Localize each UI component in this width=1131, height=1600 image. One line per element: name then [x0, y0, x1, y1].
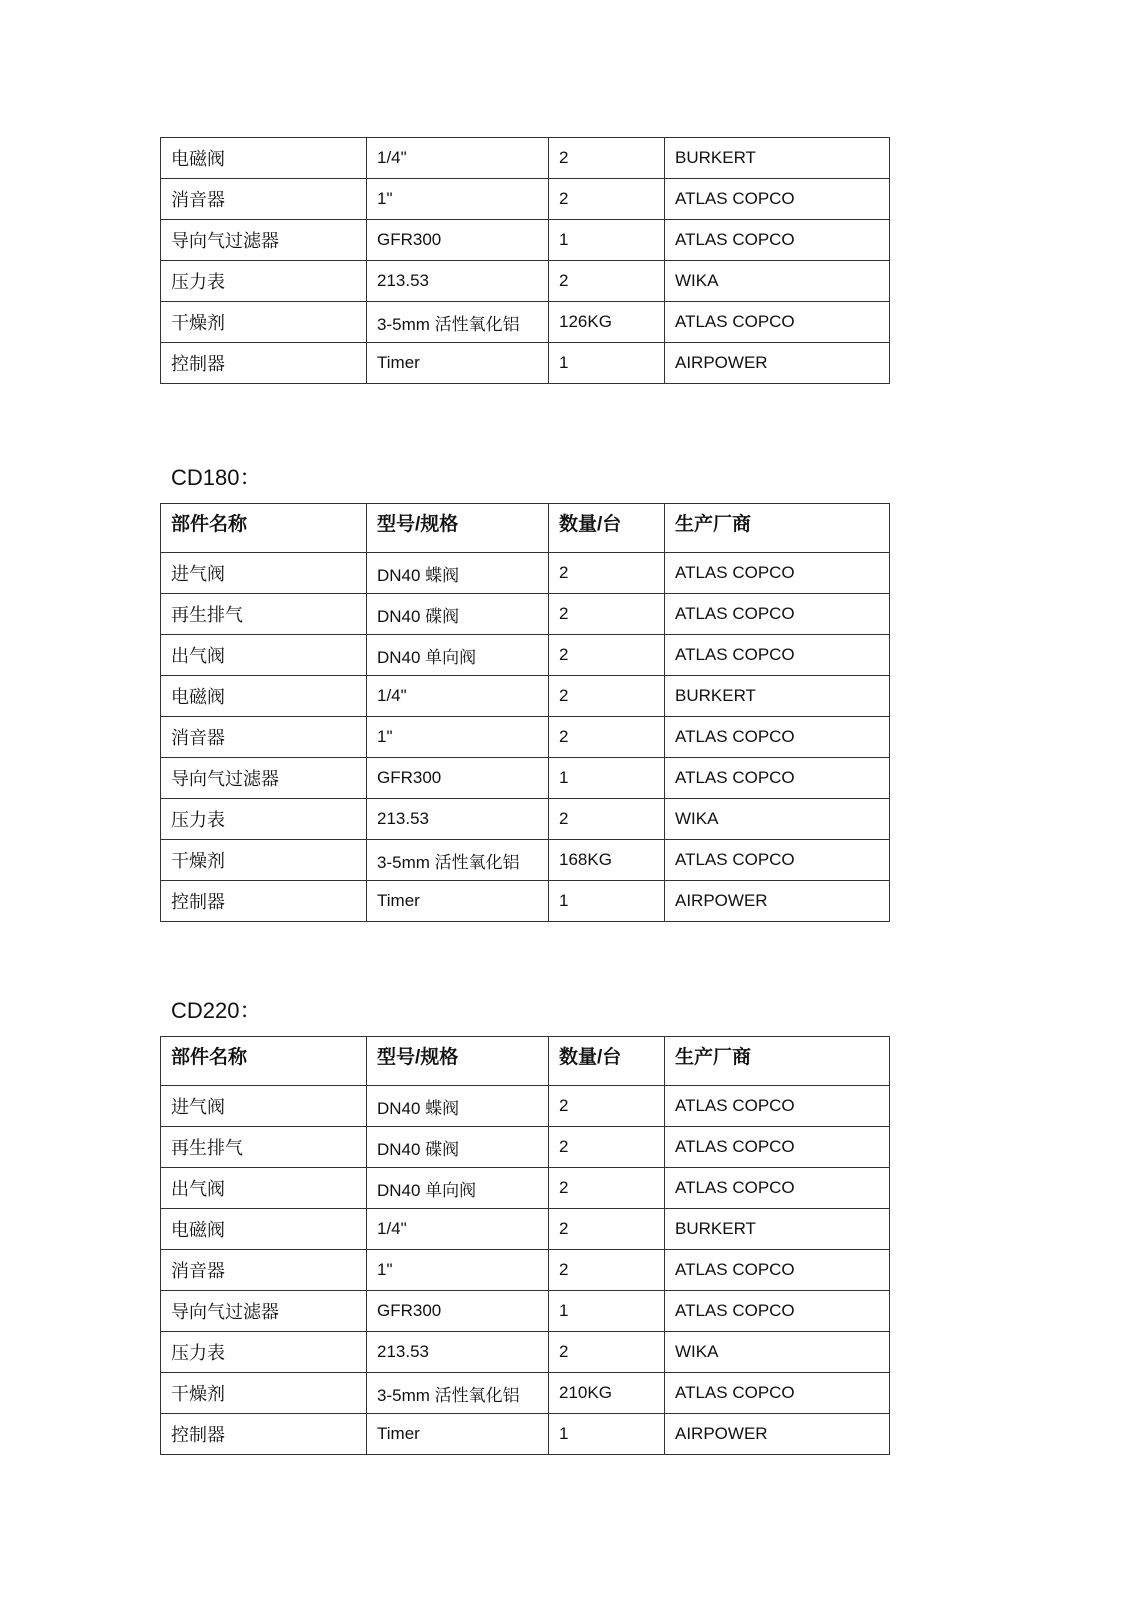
manufacturer-cell: AIRPOWER: [665, 881, 890, 922]
quantity-cell: 1: [549, 1414, 665, 1455]
table-row: [161, 1332, 890, 1373]
model-spec-cell: 1": [367, 1250, 549, 1291]
part-name-cell: 进气阀: [161, 1086, 367, 1127]
table-row: [161, 1250, 890, 1291]
part-name-cell: 干燥剂: [161, 1373, 367, 1414]
table-row: [161, 138, 890, 179]
table-row: [161, 179, 890, 220]
part-name-cell: 压力表: [161, 261, 367, 302]
quantity-cell: 2: [549, 1086, 665, 1127]
manufacturer-cell: AIRPOWER: [665, 343, 890, 384]
model-spec-cell: 1/4": [367, 676, 549, 717]
quantity-cell: 1: [549, 881, 665, 922]
model-spec-cell: Timer: [367, 343, 549, 384]
manufacturer-cell: ATLAS COPCO: [665, 1250, 890, 1291]
table-row: [161, 881, 890, 922]
table-header: [161, 1037, 890, 1086]
manufacturer-cell: WIKA: [665, 1332, 890, 1373]
section-title-cd180: CD180：: [171, 465, 262, 490]
table-row: [161, 261, 890, 302]
model-spec-cell: 1": [367, 717, 549, 758]
manufacturer-cell: ATLAS COPCO: [665, 1086, 890, 1127]
table-row: [161, 1414, 890, 1455]
quantity-cell: 1: [549, 343, 665, 384]
quantity-cell: 2: [549, 717, 665, 758]
model-spec-cell: DN40 蝶阀: [367, 553, 549, 594]
manufacturer-cell: ATLAS COPCO: [665, 1127, 890, 1168]
part-name-cell: 电磁阀: [161, 676, 367, 717]
quantity-cell: 1: [549, 1291, 665, 1332]
table-row: [161, 1127, 890, 1168]
manufacturer-cell: AIRPOWER: [665, 1414, 890, 1455]
table-row: [161, 840, 890, 881]
manufacturer-cell: ATLAS COPCO: [665, 717, 890, 758]
table-row: [161, 758, 890, 799]
header-row: [161, 504, 890, 553]
manufacturer-cell: ATLAS COPCO: [665, 302, 890, 343]
part-name-cell: 控制器: [161, 343, 367, 384]
part-name-cell: 导向气过滤器: [161, 1291, 367, 1332]
part-name-cell: 消音器: [161, 179, 367, 220]
manufacturer-cell: ATLAS COPCO: [665, 1168, 890, 1209]
model-spec-cell: 213.53: [367, 799, 549, 840]
quantity-cell: 2: [549, 594, 665, 635]
quantity-cell: 2: [549, 635, 665, 676]
quantity-cell: 2: [549, 1127, 665, 1168]
quantity-cell: 210KG: [549, 1373, 665, 1414]
quantity-cell: 168KG: [549, 840, 665, 881]
part-name-cell: 干燥剂: [161, 302, 367, 343]
table-row: [161, 676, 890, 717]
header-row: [161, 1037, 890, 1086]
manufacturer-cell: ATLAS COPCO: [665, 758, 890, 799]
model-spec-cell: 213.53: [367, 1332, 549, 1373]
manufacturer-cell: BURKERT: [665, 138, 890, 179]
model-spec-cell: 1/4": [367, 1209, 549, 1250]
part-name-cell: 出气阀: [161, 635, 367, 676]
parts-table-cd180: [160, 503, 890, 922]
manufacturer-cell: ATLAS COPCO: [665, 553, 890, 594]
part-name-cell: 控制器: [161, 1414, 367, 1455]
table-row: [161, 1209, 890, 1250]
manufacturer-cell: WIKA: [665, 261, 890, 302]
part-name-cell: 导向气过滤器: [161, 220, 367, 261]
quantity-cell: 2: [549, 1250, 665, 1291]
part-name-cell: 压力表: [161, 799, 367, 840]
table-row: [161, 635, 890, 676]
manufacturer-cell: ATLAS COPCO: [665, 840, 890, 881]
part-name-cell: 消音器: [161, 717, 367, 758]
table-row: [161, 343, 890, 384]
model-spec-cell: DN40 碟阀: [367, 1127, 549, 1168]
quantity-cell: 2: [549, 676, 665, 717]
table-row: [161, 1291, 890, 1332]
quantity-cell: 126KG: [549, 302, 665, 343]
manufacturer-cell: WIKA: [665, 799, 890, 840]
part-name-cell: 导向气过滤器: [161, 758, 367, 799]
manufacturer-cell: ATLAS COPCO: [665, 635, 890, 676]
part-name-cell: 消音器: [161, 1250, 367, 1291]
table-body: [161, 138, 890, 384]
part-name-cell: 控制器: [161, 881, 367, 922]
model-spec-cell: Timer: [367, 1414, 549, 1455]
table-row: [161, 1086, 890, 1127]
section-title-cd220: CD220：: [171, 998, 262, 1023]
table-row: [161, 553, 890, 594]
header-cell: 数量/台: [549, 504, 665, 553]
model-spec-cell: 213.53: [367, 261, 549, 302]
part-name-cell: 电磁阀: [161, 138, 367, 179]
header-cell: 部件名称: [161, 504, 367, 553]
part-name-cell: 再生排气: [161, 1127, 367, 1168]
table-body: [161, 1086, 890, 1455]
quantity-cell: 2: [549, 261, 665, 302]
header-cell: 部件名称: [161, 1037, 367, 1086]
model-spec-cell: GFR300: [367, 758, 549, 799]
manufacturer-cell: ATLAS COPCO: [665, 1291, 890, 1332]
manufacturer-cell: ATLAS COPCO: [665, 1373, 890, 1414]
manufacturer-cell: BURKERT: [665, 676, 890, 717]
quantity-cell: 2: [549, 553, 665, 594]
model-spec-cell: 3-5mm 活性氧化铝: [367, 1373, 549, 1414]
part-name-cell: 出气阀: [161, 1168, 367, 1209]
table-body: [161, 553, 890, 922]
manufacturer-cell: BURKERT: [665, 1209, 890, 1250]
parts-table-cd220: [160, 1036, 890, 1455]
header-cell: 生产厂商: [665, 1037, 890, 1086]
table-header: [161, 504, 890, 553]
part-name-cell: 再生排气: [161, 594, 367, 635]
part-name-cell: 进气阀: [161, 553, 367, 594]
table-row: [161, 1373, 890, 1414]
quantity-cell: 1: [549, 220, 665, 261]
header-cell: 生产厂商: [665, 504, 890, 553]
manufacturer-cell: ATLAS COPCO: [665, 220, 890, 261]
model-spec-cell: Timer: [367, 881, 549, 922]
manufacturer-cell: ATLAS COPCO: [665, 179, 890, 220]
model-spec-cell: 1/4": [367, 138, 549, 179]
manufacturer-cell: ATLAS COPCO: [665, 594, 890, 635]
header-cell: 型号/规格: [367, 504, 549, 553]
model-spec-cell: DN40 单向阀: [367, 635, 549, 676]
model-spec-cell: DN40 碟阀: [367, 594, 549, 635]
model-spec-cell: DN40 单向阀: [367, 1168, 549, 1209]
table-row: [161, 717, 890, 758]
table-row: [161, 799, 890, 840]
header-cell: 数量/台: [549, 1037, 665, 1086]
parts-table-continued: [160, 137, 890, 384]
part-name-cell: 压力表: [161, 1332, 367, 1373]
quantity-cell: 1: [549, 758, 665, 799]
table-row: [161, 220, 890, 261]
part-name-cell: 干燥剂: [161, 840, 367, 881]
model-spec-cell: GFR300: [367, 220, 549, 261]
model-spec-cell: DN40 蝶阀: [367, 1086, 549, 1127]
quantity-cell: 2: [549, 799, 665, 840]
table-row: [161, 1168, 890, 1209]
model-spec-cell: GFR300: [367, 1291, 549, 1332]
model-spec-cell: 1": [367, 179, 549, 220]
quantity-cell: 2: [549, 1209, 665, 1250]
header-cell: 型号/规格: [367, 1037, 549, 1086]
table-row: [161, 302, 890, 343]
quantity-cell: 2: [549, 138, 665, 179]
quantity-cell: 2: [549, 1168, 665, 1209]
table-row: [161, 594, 890, 635]
model-spec-cell: 3-5mm 活性氧化铝: [367, 302, 549, 343]
quantity-cell: 2: [549, 179, 665, 220]
part-name-cell: 电磁阀: [161, 1209, 367, 1250]
quantity-cell: 2: [549, 1332, 665, 1373]
model-spec-cell: 3-5mm 活性氧化铝: [367, 840, 549, 881]
